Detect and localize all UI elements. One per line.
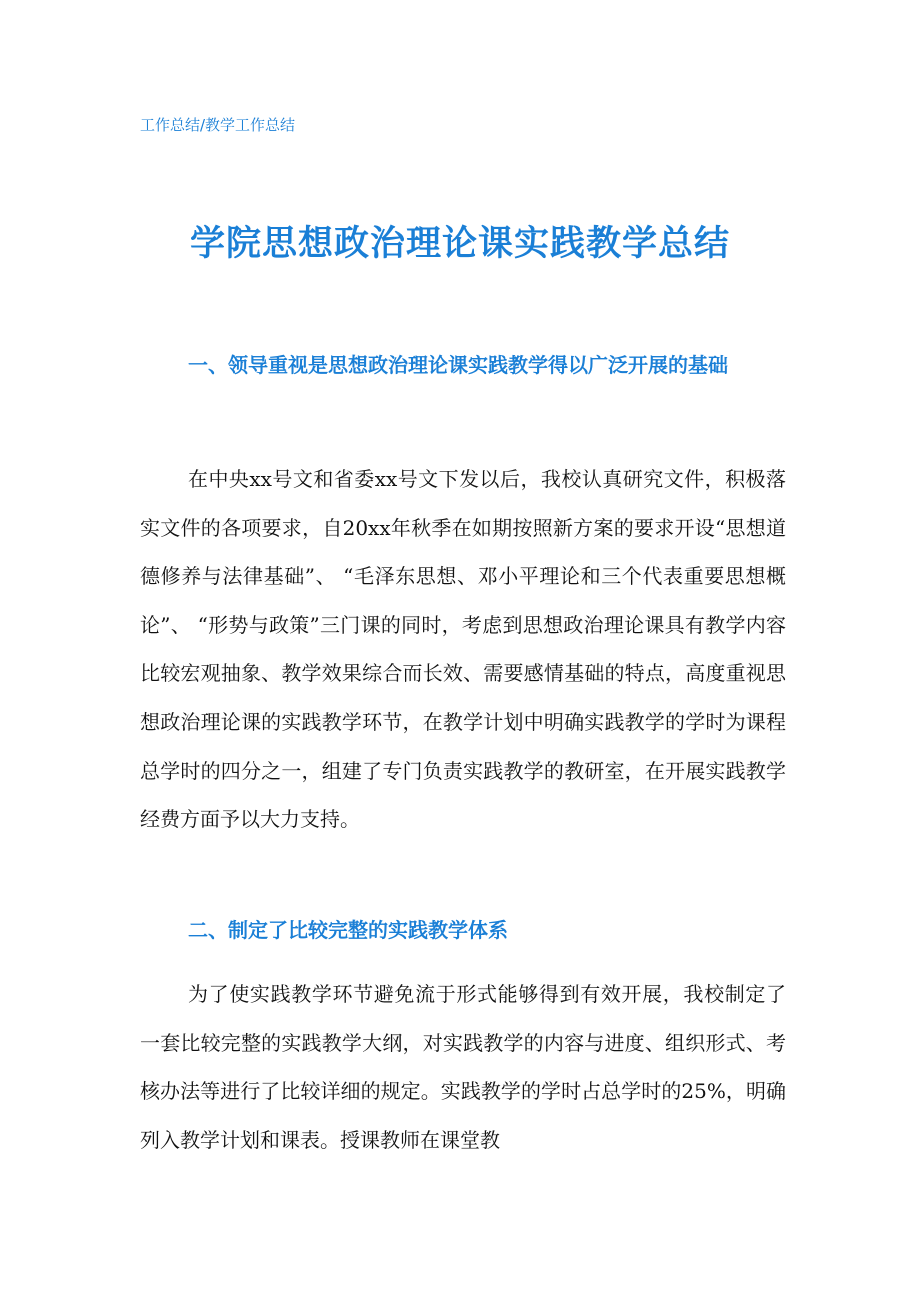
page-title: 学院思想政治理论课实践教学总结 <box>189 224 730 264</box>
section-paragraph-2: 为了使实践教学环节避免流于形式能够得到有效开展，我校制定了一套比较完整的实践教学大纲，对实践教学的内容与进度、组织形式、考核办法等进行了比较详细的规定。实践教学的学时占总学时的25%，明确列入教学计划和课表。授课教师在课堂教 <box>140 982 786 1152</box>
section-heading-2: 二、制定了比较完整的实践教学体系 <box>188 918 508 942</box>
section-heading-1: 一、领导重视是思想政治理论课实践教学得以广泛开展的基础 <box>188 353 728 377</box>
breadcrumb: 工作总结/教学工作总结 <box>140 116 296 134</box>
section-paragraph-1: 在中央xx号文和省委xx号文下发以后，我校认真研究文件，积极落实文件的各项要求，自20xx年秋季在如期按照新方案的要求开设“思想道德修养与法律基础”、 “毛泽东思想、邓小平理论和三个代表重要思想概论”、 “形势与政策”三门课的同时，考虑到思想政治理论课具有教学内容比较宏观抽象、教学效果综合而长效、需要感情基础的特点，高度重视思想政治理论课的实践教学环节，在教学计划中明确实践教学的学时为课程总学时的四分之一，组建了专门负责实践教学的教研室，在开展实践教学经费方面予以大力支持。 <box>140 467 786 832</box>
